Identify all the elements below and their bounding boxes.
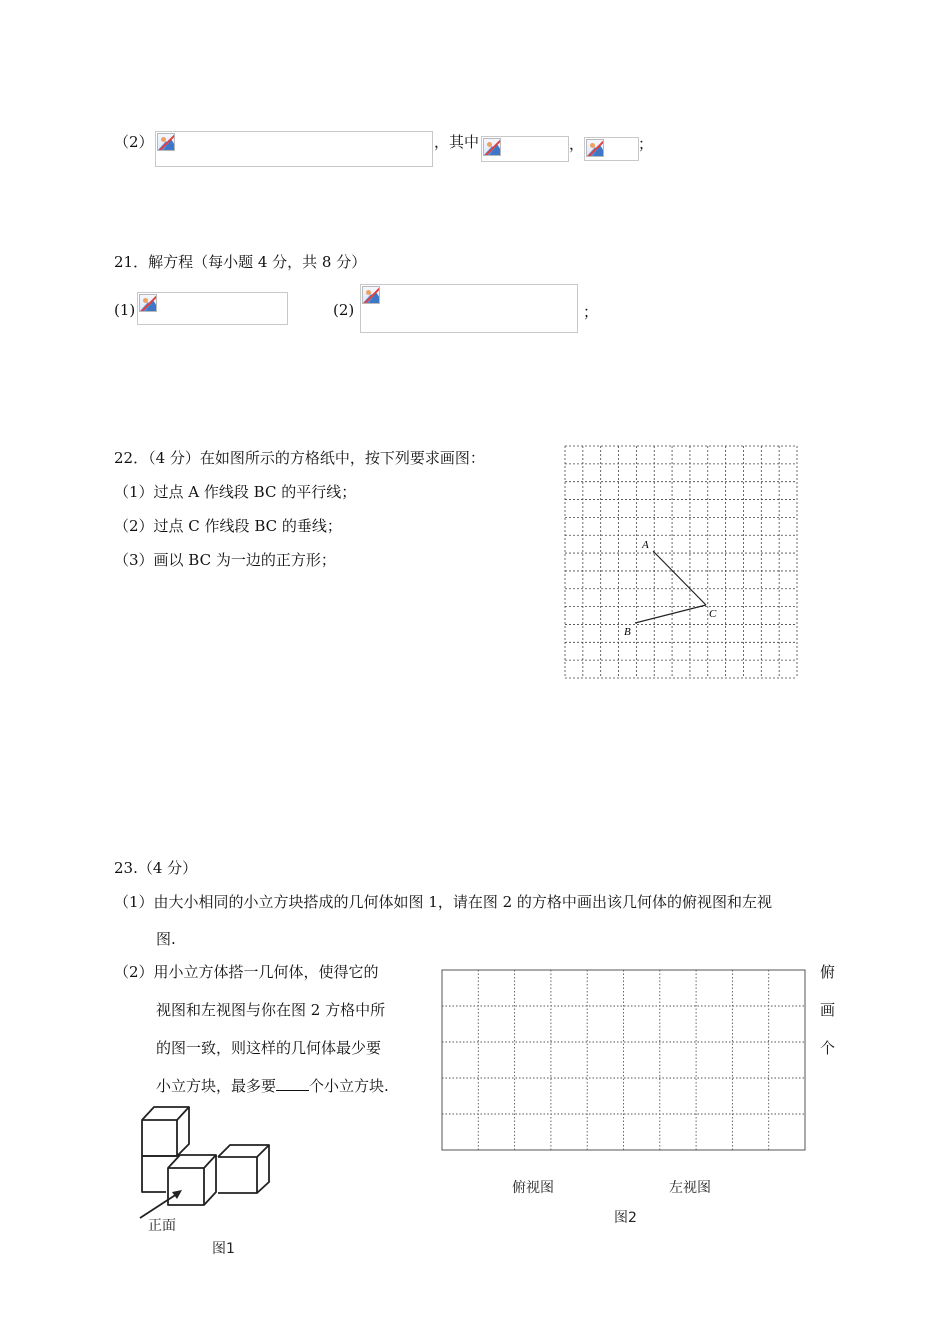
q23-title: 23.（4 分） xyxy=(114,859,198,877)
fig2-caption: 图2 xyxy=(614,1210,637,1226)
q21-semicolon: ； xyxy=(583,303,599,321)
q23-part2-line1: （2）用小立方体搭一几何体，使得它的 xyxy=(114,963,379,981)
q22-title: 22．（4 分）在如图所示的方格纸中，按下列要求画图： xyxy=(114,449,485,467)
q20-formula-image-2 xyxy=(481,136,569,162)
q22-grid-figure xyxy=(563,444,799,680)
fig2-top-view-label: 俯视图 xyxy=(512,1180,554,1196)
fig2-left-view-label: 左视图 xyxy=(669,1180,711,1196)
q21-part1-label: (1) xyxy=(114,301,136,319)
q23-part2-line4-text: 小立方块，最多要 xyxy=(156,1077,277,1095)
q23-part2-line4 xyxy=(156,1076,389,1096)
q21-part2-label: (2) xyxy=(333,301,355,319)
grid-border xyxy=(442,970,805,1150)
q23-right-char-1: 俯 xyxy=(820,963,836,981)
q21-equation-image-1 xyxy=(137,292,288,325)
broken-image-icon xyxy=(157,133,175,151)
answer-blank[interactable] xyxy=(276,1076,309,1091)
broken-image-icon xyxy=(586,139,604,157)
fig1-front-label: 正面 xyxy=(148,1218,176,1234)
arrow-head-icon xyxy=(172,1190,182,1199)
q22-item-3: （3）画以 BC 为一边的正方形； xyxy=(114,551,336,569)
point-b-label: B xyxy=(624,626,631,638)
q22-item-1: （1）过点 A 作线段 BC 的平行线； xyxy=(114,483,357,501)
q23-part1-line2: 图. xyxy=(156,930,176,948)
q20-part2-mid: ，其中 xyxy=(434,133,480,151)
q23-part2-line3: 的图一致，则这样的几何体最少要 xyxy=(156,1039,382,1057)
segment-ac xyxy=(653,551,706,605)
q23-part1-line1: （1）由大小相同的小立方块搭成的几何体如图 1，请在图 2 的方格中画出该几何体的俯视图和左视 xyxy=(114,893,772,911)
q23-fig1-cubes xyxy=(124,1100,284,1220)
q23-fig2-grid xyxy=(440,968,808,1154)
fig1-caption: 图1 xyxy=(212,1241,235,1257)
point-c-label: C xyxy=(709,608,717,620)
q21-title: 21．解方程（每小题 4 分，共 8 分） xyxy=(114,253,367,271)
q23-right-char-3: 个 xyxy=(820,1039,836,1057)
q23-part2-line4-end: 个小立方块. xyxy=(309,1077,389,1095)
q20-formula-image-1 xyxy=(155,131,433,167)
q20-comma: ， xyxy=(569,135,585,153)
q20-part2-prefix: （2） xyxy=(114,133,154,151)
q23-right-char-2: 画 xyxy=(820,1001,836,1019)
q23-part2-line2: 视图和左视图与你在图 2 方格中所 xyxy=(156,1001,386,1019)
q20-formula-image-3 xyxy=(584,137,639,161)
q21-equation-image-2 xyxy=(360,284,578,333)
broken-image-icon xyxy=(362,286,380,304)
point-a-label: A xyxy=(642,539,649,551)
broken-image-icon xyxy=(139,294,157,312)
broken-image-icon xyxy=(483,138,501,156)
q20-semicolon: ； xyxy=(638,135,654,153)
segment-bc xyxy=(635,605,706,623)
q22-item-2: （2）过点 C 作线段 BC 的垂线； xyxy=(114,517,342,535)
